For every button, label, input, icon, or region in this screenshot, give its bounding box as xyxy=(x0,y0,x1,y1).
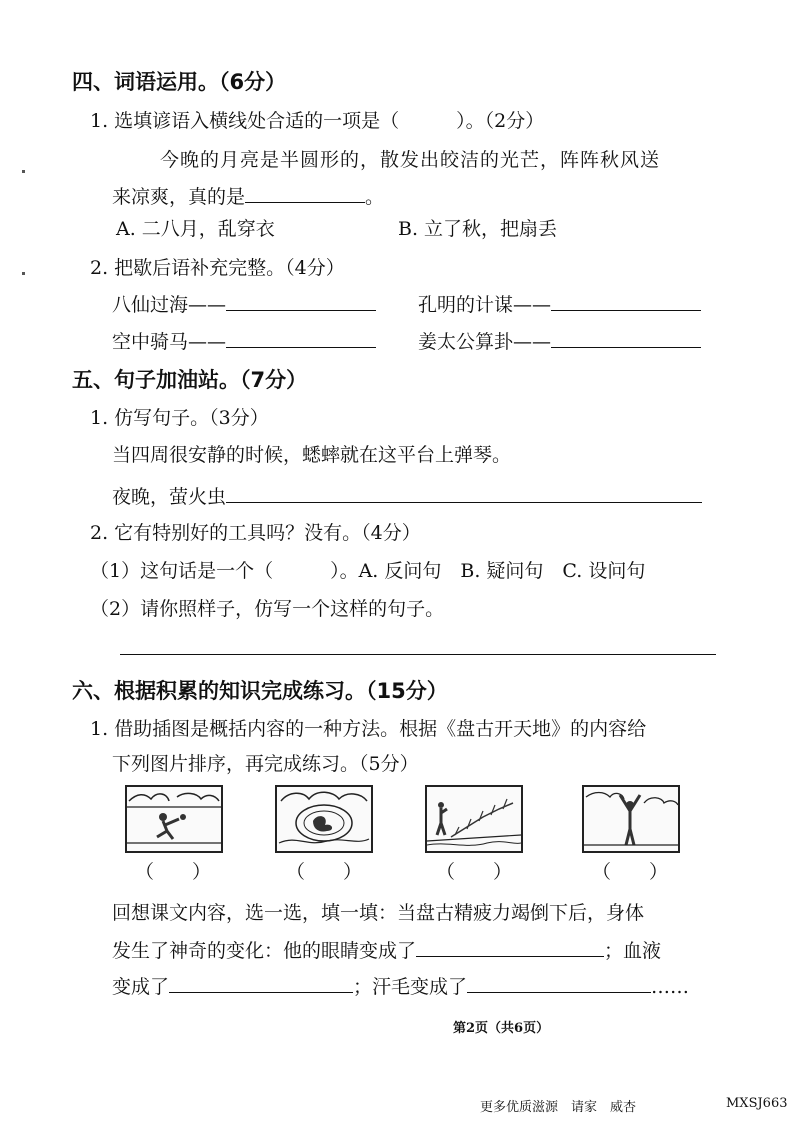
picture-1 xyxy=(125,785,223,853)
fill2-prefix: 发生了神奇的变化：他的眼睛变成了 xyxy=(112,940,417,962)
section5-q2: 2. 它有特别好的工具吗？没有。（4分） xyxy=(90,522,421,544)
prompt-text: 夜晚，萤火虫 xyxy=(112,486,227,508)
section6-title: 六、根据积累的知识完成练习。（15分） xyxy=(72,679,448,703)
page-number: 第2页（共6页） xyxy=(453,1021,550,1036)
xiehouyu-2 xyxy=(418,290,701,317)
section5-example: 当四周很安静的时候，蟋蟀就在这平台上弹琴。 xyxy=(112,444,512,466)
answer-blank[interactable] xyxy=(226,484,702,503)
answer-line[interactable] xyxy=(120,654,716,655)
answer-blank[interactable] xyxy=(551,329,701,348)
xiehouyu-4 xyxy=(418,327,701,354)
section5-q2-2: （2）请你照样子，仿写一个这样的句子。 xyxy=(90,598,445,620)
section6-fill2 xyxy=(112,936,661,963)
order-paren-1[interactable]: （ ） xyxy=(135,861,212,883)
order-paren-2[interactable]: （ ） xyxy=(286,861,363,883)
answer-blank-blood[interactable] xyxy=(169,974,353,993)
answer-blank-eyes[interactable] xyxy=(416,938,604,957)
xiehouyu-1-text: 八仙过海—— xyxy=(112,294,227,316)
xiehouyu-4-text: 姜太公算卦—— xyxy=(418,331,552,353)
section4-title: 四、词语运用。（6分） xyxy=(72,70,287,94)
section4-q2: 2. 把歇后语补充完整。（4分） xyxy=(90,257,345,279)
passage-suffix: 。 xyxy=(365,186,385,208)
footer-watermark: 更多优质滋源 请家 威杏 xyxy=(480,1100,637,1115)
fill2-suffix: ；血液 xyxy=(604,940,662,962)
xiehouyu-1 xyxy=(112,290,376,317)
section5-q2-1: （1）这句话是一个（ ）。A. 反问句 B. 疑问句 C. 设问句 xyxy=(90,560,646,582)
fill3-prefix: 变成了 xyxy=(112,976,170,998)
section6-fill1: 回想课文内容，选一选，填一填：当盘古精疲力竭倒下后，身体 xyxy=(112,902,645,924)
answer-blank[interactable] xyxy=(226,292,376,311)
section4-passage-line2 xyxy=(112,182,384,209)
fill3-mid: ；汗毛变成了 xyxy=(353,976,468,998)
option-a: A. 二八月，乱穿衣 xyxy=(116,218,275,240)
order-paren-4[interactable]: （ ） xyxy=(592,861,669,883)
answer-blank[interactable] xyxy=(245,184,365,203)
xiehouyu-3-text: 空中骑马—— xyxy=(112,331,227,353)
option-b: B. 立了秋，把扇丢 xyxy=(398,218,558,240)
xiehouyu-2-text: 孔明的计谋—— xyxy=(418,294,552,316)
section6-q1-line2: 下列图片排序，再完成练习。（5分） xyxy=(112,753,419,775)
section6-fill3 xyxy=(112,972,689,999)
answer-blank[interactable] xyxy=(226,329,376,348)
picture-2 xyxy=(275,785,373,853)
order-paren-3[interactable]: （ ） xyxy=(436,861,513,883)
xiehouyu-3 xyxy=(112,327,376,354)
section5-q1: 1. 仿写句子。（3分） xyxy=(90,407,269,429)
scan-mark xyxy=(22,272,25,275)
passage-prefix: 来凉爽，真的是 xyxy=(112,186,246,208)
section4-passage-line1: 今晚的月亮是半圆形的，散发出皎洁的光芒，阵阵秋风送 xyxy=(160,149,661,171)
section4-q1: 1. 选填谚语入横线处合适的一项是（ ）。（2分） xyxy=(90,110,545,132)
answer-blank[interactable] xyxy=(551,292,701,311)
answer-blank-hair[interactable] xyxy=(467,974,651,993)
fill3-suffix: …… xyxy=(651,976,690,998)
section5-title: 五、句子加油站。（7分） xyxy=(72,368,308,392)
picture-4 xyxy=(582,785,680,853)
scan-mark xyxy=(22,170,25,173)
footer-code: MXSJ663 xyxy=(726,1096,788,1111)
section6-q1-line1: 1. 借助插图是概括内容的一种方法。根据《盘古开天地》的内容给 xyxy=(90,718,647,740)
section5-prompt xyxy=(112,482,702,509)
picture-3 xyxy=(425,785,523,853)
